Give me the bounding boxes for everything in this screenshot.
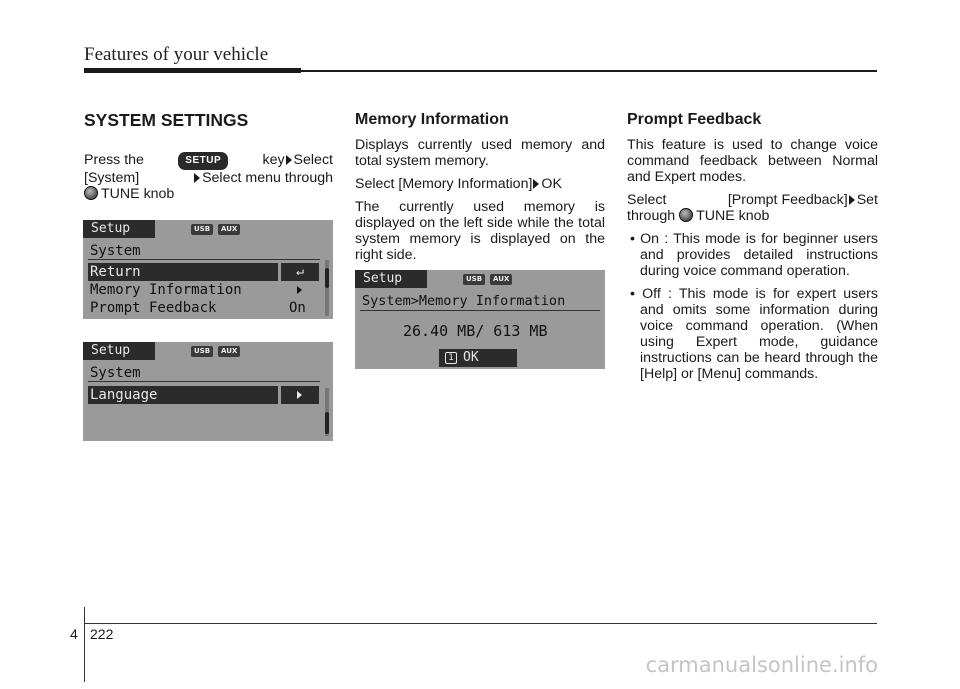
heading-prompt-feedback: Prompt Feedback: [627, 111, 762, 128]
text-press-the: Press the: [84, 152, 144, 168]
column-memory-information: [355, 110, 605, 270]
menu-item-language[interactable]: Language: [88, 386, 278, 404]
text-set: Set: [856, 192, 878, 208]
arrow-right-icon: [533, 179, 539, 189]
aux-badge: AUX: [218, 346, 240, 357]
bullet-off-mode: • Off : This mode is for expert users and omits some information during voice command operation. (When using Expert mode, guidance instructions can be heard through the [Help] or [Menu] commands.: [630, 286, 878, 382]
aux-badge: AUX: [218, 224, 240, 235]
arrow-right-icon: [286, 155, 292, 165]
scrollbar-thumb[interactable]: [325, 412, 329, 434]
screen-setup-language: [83, 342, 333, 441]
text-tune-knob: TUNE knob: [696, 208, 770, 224]
subtitle-divider: [88, 259, 320, 260]
column-system-settings: [84, 110, 333, 209]
text-select-memory-information: Select [Memory Information]: [355, 176, 533, 192]
chapter-number: 4: [70, 626, 78, 642]
subtitle-divider: [88, 381, 320, 382]
watermark-text: carmanualsonline.info: [645, 653, 878, 677]
memory-usage-value: 26.40 MB/ 613 MB: [403, 322, 548, 340]
header-accent-bar: [84, 68, 301, 73]
text-prompt-feedback-bracket: [Prompt Feedback]: [727, 192, 848, 208]
screen-subtitle: System: [90, 243, 141, 259]
footer-rule: [84, 623, 877, 624]
return-button[interactable]: [281, 263, 319, 281]
setup-key-icon: SETUP: [178, 152, 228, 170]
prompt-mode-list: [627, 231, 878, 382]
subtitle-divider: [360, 310, 600, 311]
memory-display-explanation: The currently used memory is displayed on the left side while the total system memory is displayed on the right side.: [355, 199, 605, 263]
page-number: 222: [90, 626, 114, 642]
ok-button[interactable]: [439, 349, 517, 367]
screen-memory-information: [355, 270, 605, 369]
menu-item-memory-information[interactable]: Memory Information: [90, 282, 242, 298]
heading-memory-information: Memory Information: [355, 111, 509, 128]
ok-number-badge: 1: [445, 352, 457, 364]
memory-instructions: [355, 176, 605, 192]
screen-setup-system: [83, 220, 333, 319]
usb-badge: USB: [191, 224, 213, 235]
usb-badge: USB: [463, 274, 485, 285]
arrow-right-icon: [849, 195, 855, 205]
tune-knob-icon: [679, 208, 693, 222]
memory-description: Displays currently used memory and total system memory.: [355, 137, 605, 169]
menu-item-prompt-feedback[interactable]: Prompt Feedback: [90, 300, 217, 316]
usb-badge: USB: [191, 346, 213, 357]
text-ok: OK: [541, 176, 562, 192]
chevron-right-icon: [297, 391, 302, 399]
screen-title: Setup: [83, 342, 155, 360]
heading-system-settings: SYSTEM SETTINGS: [84, 110, 249, 130]
screen-subtitle: System: [90, 365, 141, 381]
text-system-bracket: [System]: [84, 170, 140, 186]
return-icon: ↵: [296, 264, 304, 279]
aux-badge: AUX: [490, 274, 512, 285]
system-settings-instructions: [84, 152, 333, 202]
screen-title: Setup: [83, 220, 155, 238]
prompt-feedback-value: On: [289, 300, 306, 316]
text-tune-knob: TUNE knob: [101, 186, 175, 202]
text-select-prompt-feedback-prefix: Select: [627, 192, 667, 208]
text-select-word: Select: [293, 152, 333, 168]
text-through: through: [627, 208, 680, 224]
prompt-feedback-instructions: [627, 192, 878, 224]
screen-subtitle: System>Memory Information: [362, 293, 566, 309]
text-key: key: [262, 152, 285, 168]
header-rule: [301, 70, 877, 72]
footer-vertical-rule: [84, 607, 85, 682]
text-select-menu-through: Select menu through: [202, 170, 333, 186]
ok-label: OK: [463, 350, 479, 365]
chevron-right-icon: [297, 286, 302, 294]
arrow-right-icon: [194, 173, 200, 183]
menu-item-return[interactable]: Return: [88, 263, 278, 281]
column-prompt-feedback: [627, 110, 878, 389]
screen-title: Setup: [355, 270, 427, 288]
scrollbar-thumb[interactable]: [325, 268, 329, 288]
page-header-title: Features of your vehicle: [84, 44, 269, 65]
tune-knob-icon: [84, 186, 98, 200]
bullet-on-mode: • On : This mode is for beginner users and provides detailed instructions during voice command operation.: [630, 231, 878, 279]
prompt-feedback-description: This feature is used to change voice command feedback between Normal and Expert modes.: [627, 137, 878, 185]
language-arrow-button[interactable]: [281, 386, 319, 404]
